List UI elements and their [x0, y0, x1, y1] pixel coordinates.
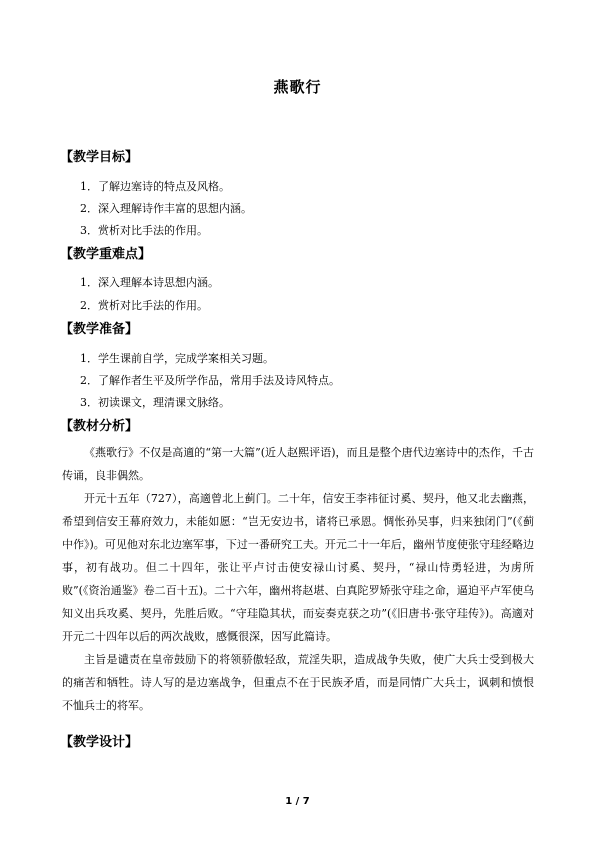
list-item: 1．了解边塞诗的特点及风格。 [80, 180, 230, 193]
list-item: 3．初读课文，理清课文脉络。 [80, 396, 230, 409]
list-item: 2．赏析对比手法的作用。 [80, 299, 208, 312]
page-title: 燕歌行 [273, 78, 322, 96]
list-item: 2．深入理解诗作丰富的思想内涵。 [80, 202, 252, 215]
list-item: 1．学生课前自学，完成学案相关习题。 [80, 352, 274, 365]
list-item: 1．深入理解本诗思想内涵。 [80, 276, 219, 289]
paragraph: 《燕歌行》不仅是高適的“第一大篇”(近人赵熙评语)，而且是整个唐代边塞诗中的杰作，千古传诵，良非偶然。 [62, 446, 534, 482]
list-item: 3．赏析对比手法的作用。 [80, 224, 208, 237]
heading-key-points: 【教学重难点】 [60, 247, 152, 262]
paragraph: 主旨是谴责在皇帝鼓励下的将领骄傲轻敌，荒淫失职，造成战争失败，使广大兵士受到极大的痛苦和牺牲。诗人写的是边塞战争，但重点不在于民族矛盾，而是同情广大兵士，讽刺和愤恨不恤兵士的将军。 [62, 653, 534, 712]
heading-preparation: 【教学准备】 [60, 322, 139, 337]
list-item: 2．了解作者生平及所学作品，常用手法及诗风特点。 [80, 374, 340, 387]
paragraph: 开元十五年（727），高適曾北上蓟门。二十年，信安王李祎征讨奚、契丹，他又北去幽燕，希望到信安王幕府效力，未能如愿：“岂无安边书，诸将已承恩。惆怅孙吴事，归来独闭门”(《蓟中作》)。可见他对东北边塞军事，下过一番研究工夫。开元二十一年后，幽州节度使张守珪经略边事，初有战功。但二十四年，张让平卢讨击使安禄山讨奚、契丹，“禄山恃勇轻进，为虏所败”(《资治通鉴》卷二百十五)。二十六年，幽州将赵堪、白真陀罗矫张守珪之命，逼迫平卢军使乌知义出兵攻奚、契丹，先胜后败。“守珪隐其状，而妄奏克获之功”(《旧唐书·张守珪传》)。高適对开元二十四年以后的两次战败，感慨很深，因写此篇诗。 [62, 492, 534, 643]
heading-design: 【教学设计】 [60, 735, 139, 750]
page-number: 1 / 7 [285, 796, 310, 807]
heading-goals: 【教学目标】 [60, 150, 139, 165]
heading-analysis: 【教材分析】 [60, 419, 139, 434]
